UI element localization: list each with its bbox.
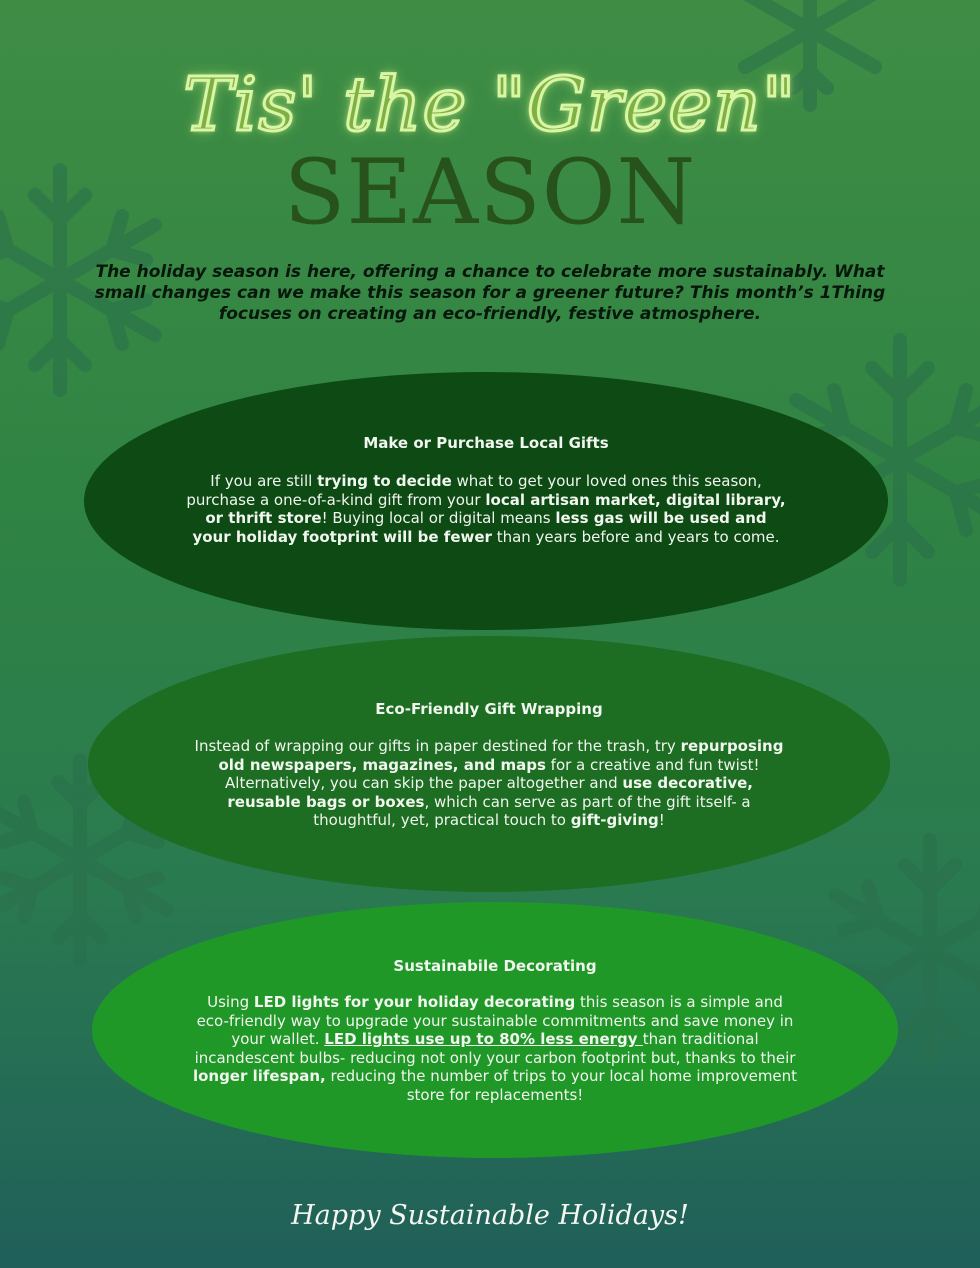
- body-text: Instead of wrapping our gifts in paper destined for the trash, try: [194, 737, 681, 755]
- body-text: than traditional incandescent bulbs- reducing not only your carbon footprint but, thanks to their: [194, 1030, 796, 1067]
- section-body: [192, 993, 798, 1105]
- body-text: Using: [207, 993, 254, 1011]
- section-body: [184, 472, 788, 546]
- body-emphasis: LED lights use up to 80% less energy: [324, 1030, 643, 1049]
- body-text: than years before and years to come.: [491, 527, 780, 546]
- body-text: this season is a simple and eco-friendly way to upgrade your sustainable commitments and save money in your wallet.: [196, 993, 794, 1049]
- body-text: reducing the number of trips to your local home improvement store for replacements!: [325, 1067, 798, 1104]
- body-emphasis: repurposing old newspapers, magazines, and maps: [218, 737, 784, 774]
- body-emphasis: trying to decide: [317, 472, 452, 490]
- body-text: ! Buying local or digital means: [321, 509, 556, 528]
- body-text: for a creative and fun twist! Alternatively, you can skip the paper altogether and: [225, 755, 760, 793]
- body-text: !: [658, 811, 665, 830]
- section-gift-wrapping: [88, 636, 890, 892]
- footer-signature: Happy Sustainable Holidays!: [291, 1200, 689, 1231]
- body-emphasis: less gas will be used and your holiday footprint will be fewer: [192, 509, 767, 546]
- body-emphasis: longer lifespan,: [192, 1067, 326, 1086]
- body-emphasis: gift-giving: [570, 811, 659, 830]
- title-season: SEASON: [283, 140, 697, 245]
- body-text: If you are still: [210, 472, 318, 490]
- body-text: what to get your loved ones this season, purchase a one-of-a-kind gift from your: [186, 472, 762, 509]
- section-heading: Make or Purchase Local Gifts: [363, 434, 609, 452]
- body-emphasis: LED lights for your holiday decorating: [253, 993, 576, 1011]
- section-body: [188, 737, 790, 830]
- title-script: Tis' the "Green": [183, 62, 797, 148]
- section-heading: Sustainabile Decorating: [393, 957, 597, 975]
- section-decorating: [92, 902, 898, 1158]
- section-heading: Eco-Friendly Gift Wrapping: [375, 700, 603, 718]
- body-emphasis: local artisan market, digital library, or thrift store: [205, 490, 786, 528]
- section-local-gifts: [84, 372, 888, 630]
- body-text: , which can serve as part of the gift itself- a thoughtful, yet, practical touch to: [313, 792, 751, 830]
- intro-text: The holiday season is here, offering a chance to celebrate more sustainably. What small changes can we make this season for a greener future? This month’s 1Thing focuses on creating an eco-friendly, festive atmosphere.: [94, 262, 886, 324]
- body-emphasis: use decorative, reusable bags or boxes: [227, 774, 753, 811]
